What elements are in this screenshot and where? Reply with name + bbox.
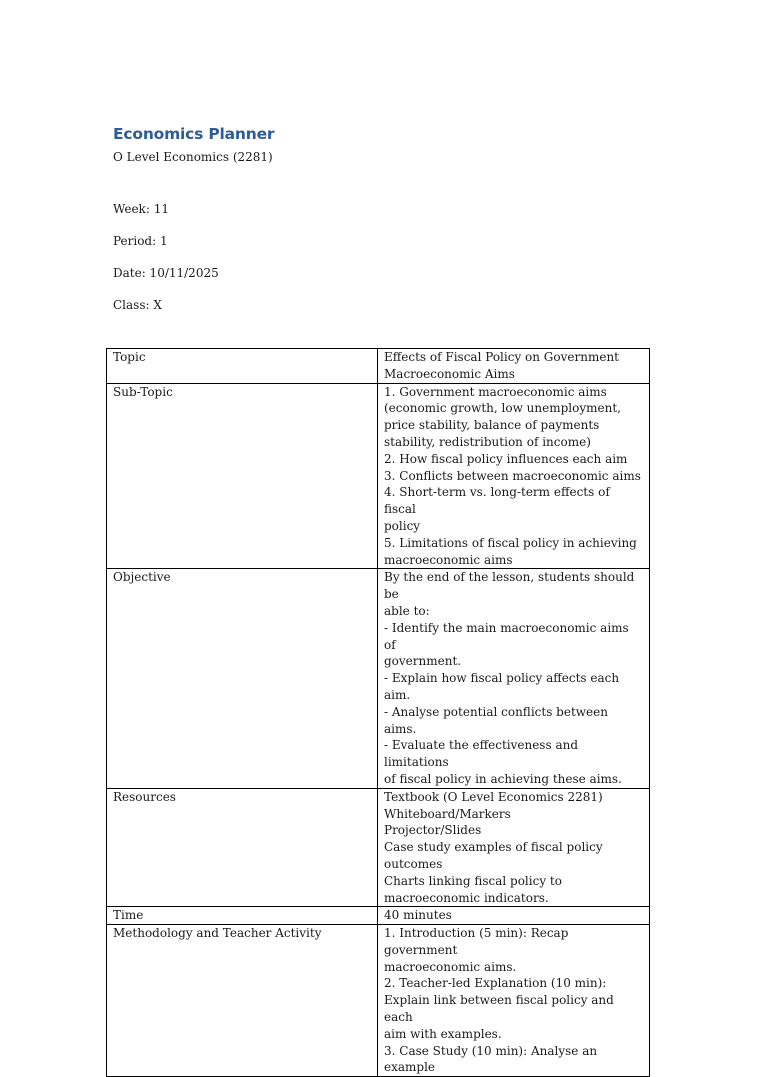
- row-content: 40 minutes: [378, 907, 650, 925]
- week-field: Week: 11: [113, 202, 169, 216]
- table-row-resources: [107, 788, 650, 907]
- row-content: By the end of the lesson, students should be able to: - Identify the main macroeconomic aims of government. - Explain how fiscal policy affects each aim. - Analyse potential conflicts between aims. - Evaluate the effectiveness and limitations of fiscal policy in achieving these aims.: [378, 569, 650, 788]
- row-label: Topic: [107, 349, 378, 384]
- row-label: Resources: [107, 788, 378, 907]
- row-label: Sub-Topic: [107, 383, 378, 569]
- lesson-plan-table: [106, 348, 650, 1077]
- table-row-methodology: [107, 925, 650, 1077]
- course-subtitle: O Level Economics (2281): [113, 150, 273, 164]
- table-row-sub-topic: [107, 383, 650, 569]
- row-content: 1. Government macroeconomic aims (economic growth, low unemployment, price stability, balance of payments stability, redistribution of income) 2. How fiscal policy influences each aim 3. Conflicts between macroeconomic aims 4. Short-term vs. long-term effects of fiscal policy 5. Limitations of fiscal policy in achieving macroeconomic aims: [378, 383, 650, 569]
- period-field: Period: 1: [113, 234, 168, 248]
- row-content: Effects of Fiscal Policy on Government Macroeconomic Aims: [378, 349, 650, 384]
- document-title: Economics Planner: [113, 125, 275, 143]
- row-label: Methodology and Teacher Activity: [107, 925, 378, 1077]
- row-content: Textbook (O Level Economics 2281) Whiteboard/Markers Projector/Slides Case study examples of fiscal policy outcomes Charts linking fiscal policy to macroeconomic indicators.: [378, 788, 650, 907]
- row-label: Time: [107, 907, 378, 925]
- class-field: Class: X: [113, 298, 162, 312]
- table-row-topic: [107, 349, 650, 384]
- table-row-objective: [107, 569, 650, 788]
- row-label: Objective: [107, 569, 378, 788]
- date-field: Date: 10/11/2025: [113, 266, 219, 280]
- row-content: 1. Introduction (5 min): Recap government macroeconomic aims. 2. Teacher-led Explanation (10 min): Explain link between fiscal policy and each aim with examples. 3. Case Study (10 min): Analyse an example: [378, 925, 650, 1077]
- table-row-time: [107, 907, 650, 925]
